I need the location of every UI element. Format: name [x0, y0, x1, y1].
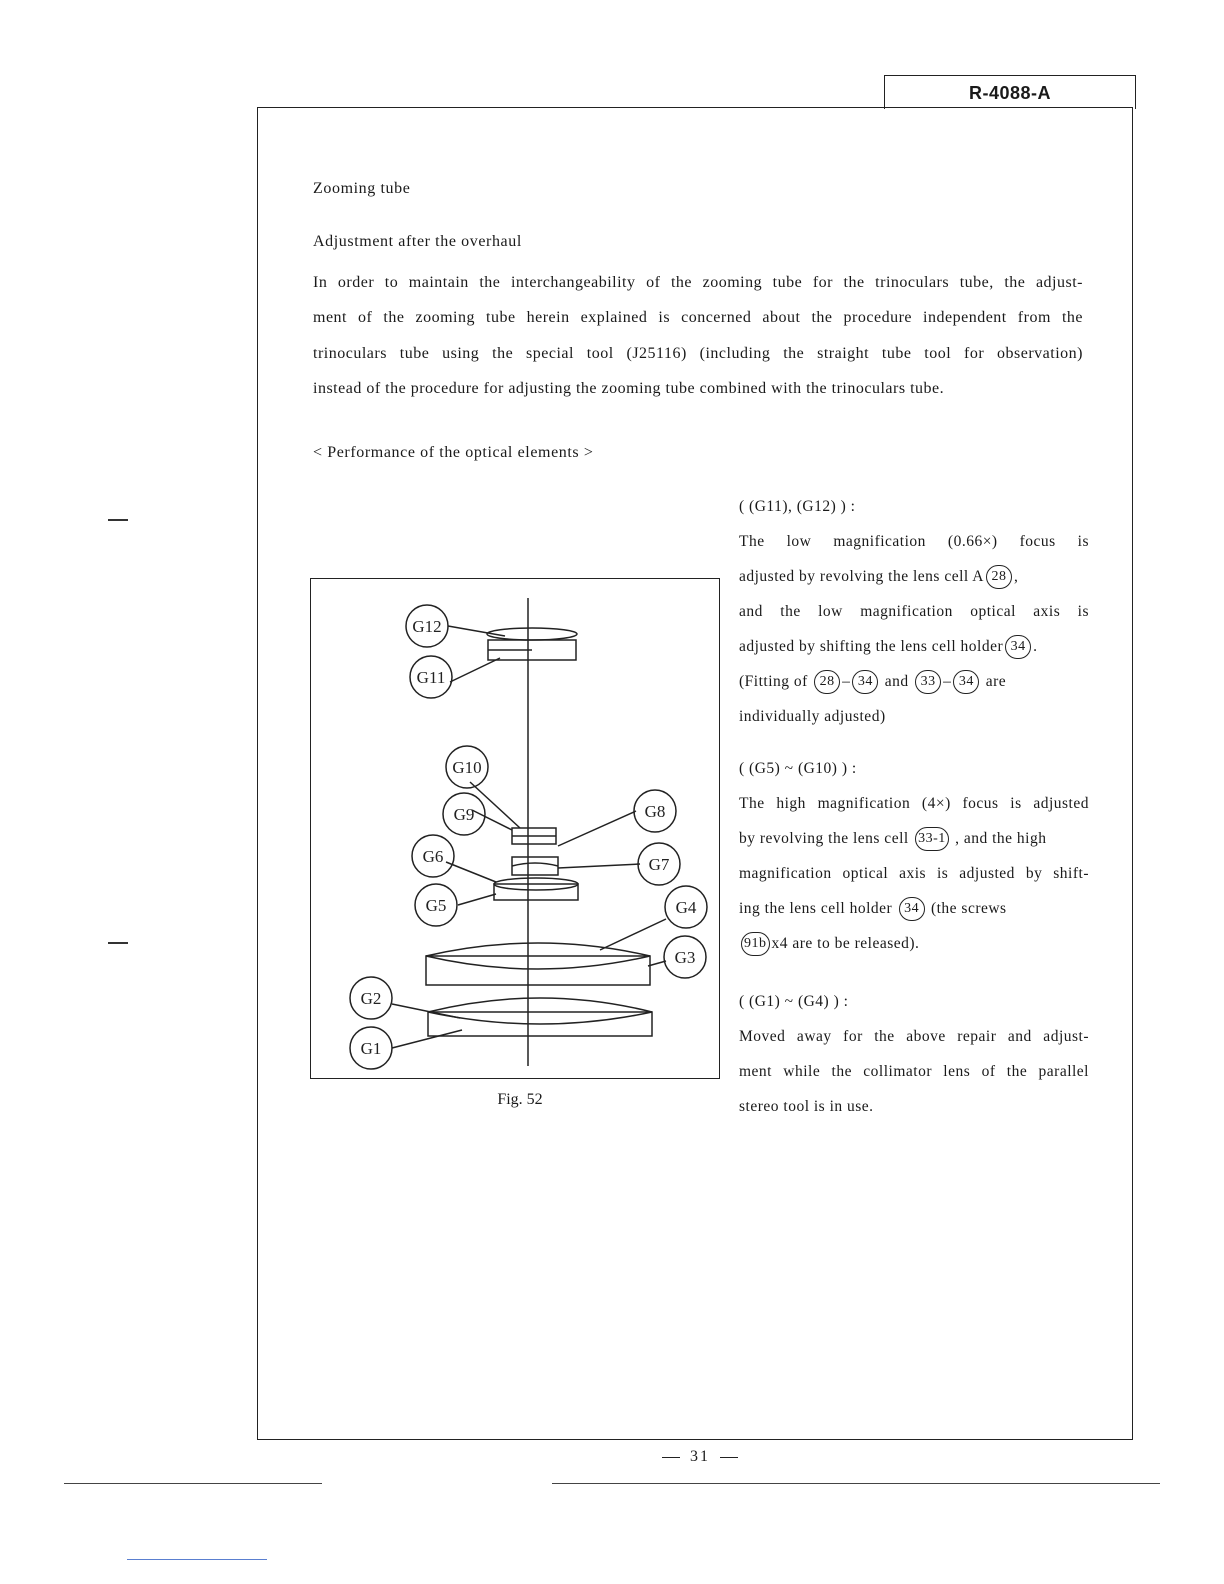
- intro-line: In order to maintain the interchangeability of the zooming tube for the trinoculars tube, the adjust-: [313, 274, 1083, 291]
- text-line: adjusted by revolving the lens cell A 28 ,: [739, 559, 1089, 594]
- lens-g3: [426, 956, 650, 985]
- ref-91b: 91b: [741, 932, 770, 956]
- label-g3: [664, 936, 706, 978]
- text-line: ment while the collimator lens of the parallel: [739, 1063, 1089, 1080]
- ref-28: 28: [986, 565, 1012, 589]
- label-g2: [350, 977, 392, 1019]
- text-line: (Fitting of 28 – 34 and 33 – 34 are: [739, 664, 1089, 699]
- lens-g2: [428, 998, 652, 1012]
- svg-text:G9: G9: [453, 805, 475, 824]
- ref-34: 34: [852, 670, 878, 694]
- section-g11-g12: [739, 489, 1089, 734]
- section-title: Zooming tube: [313, 180, 411, 197]
- label-g5: [415, 884, 457, 926]
- heading-g5-g10: ( (G5) ~ (G10) ) :: [739, 760, 857, 777]
- intro-paragraph: [313, 265, 1083, 406]
- lens-g12: [487, 628, 577, 640]
- sub-title: Adjustment after the overhaul: [313, 233, 522, 250]
- text-line: Moved away for the above repair and adjust-: [739, 1028, 1089, 1045]
- ref-34: 34: [1005, 635, 1031, 659]
- text-line: 91b x4 are to be released).: [739, 926, 1089, 961]
- margin-mark: [108, 519, 128, 521]
- svg-text:G3: G3: [674, 948, 696, 967]
- heading-g11-g12: ( (G11), (G12) ) :: [739, 498, 856, 515]
- lens-g7: [512, 857, 558, 875]
- ref-34: 34: [953, 670, 979, 694]
- heading-g1-g4: ( (G1) ~ (G4) ) :: [739, 993, 849, 1010]
- text-line: individually adjusted): [739, 708, 886, 725]
- label-g11: [410, 656, 452, 698]
- text-line: adjusted by shifting the lens cell holder 34 .: [739, 629, 1089, 664]
- svg-text:G11: G11: [416, 668, 446, 687]
- ref-34: 34: [899, 897, 925, 921]
- document-id-box: [884, 75, 1136, 109]
- text-line: stereo tool is in use.: [739, 1098, 874, 1115]
- ref-28: 28: [814, 670, 840, 694]
- section-g1-g4: [739, 984, 1089, 1124]
- text-line: and the low magnification optical axis is: [739, 603, 1089, 620]
- svg-text:G4: G4: [675, 898, 697, 917]
- svg-text:G6: G6: [422, 847, 444, 866]
- svg-text:G2: G2: [360, 989, 382, 1008]
- svg-text:G1: G1: [360, 1039, 382, 1058]
- section-g5-g10: [739, 751, 1089, 961]
- text-line: magnification optical axis is adjusted by shift-: [739, 865, 1089, 882]
- performance-title: < Performance of the optical elements >: [313, 444, 594, 461]
- bottom-rule-left: [64, 1483, 322, 1484]
- bottom-rule-right: [552, 1483, 1160, 1484]
- margin-mark: [108, 942, 128, 944]
- svg-text:G8: G8: [644, 802, 666, 821]
- svg-text:G10: G10: [452, 758, 482, 777]
- text-line: The low magnification (0.66×) focus is: [739, 533, 1089, 550]
- intro-line: instead of the procedure for adjusting the zooming tube combined with the trinoculars tube.: [313, 379, 945, 397]
- svg-text:G7: G7: [648, 855, 670, 874]
- text-line: The high magnification (4×) focus is adjusted: [739, 795, 1089, 812]
- label-g8: [634, 790, 676, 832]
- lens-g4: [426, 943, 650, 956]
- label-g7: [638, 843, 680, 885]
- optical-diagram: [310, 578, 720, 1079]
- text-line: ing the lens cell holder 34 (the screws: [739, 891, 1089, 926]
- figure-caption: Fig. 52: [497, 1091, 543, 1108]
- label-g4: [665, 886, 707, 928]
- intro-line: ment of the zooming tube herein explained is concerned about the procedure independent from the: [313, 309, 1083, 327]
- svg-text:G5: G5: [425, 896, 447, 915]
- svg-text:G12: G12: [412, 617, 442, 636]
- text-line: by revolving the lens cell 33-1 , and the high: [739, 821, 1089, 856]
- label-g10: [446, 746, 488, 788]
- page-number: 31: [640, 1448, 760, 1466]
- blue-rule: [127, 1559, 267, 1560]
- label-g6: [412, 835, 454, 877]
- lens-g5: [494, 884, 578, 900]
- ref-33: 33: [915, 670, 941, 694]
- label-g12: [406, 605, 448, 647]
- intro-line: trinoculars tube using the special tool (J25116) (including the straight tube tool for observation): [313, 344, 1083, 362]
- document-id: R-4088-A: [968, 83, 1052, 103]
- label-g1: [350, 1027, 392, 1069]
- ref-33-1: 33-1: [915, 827, 949, 851]
